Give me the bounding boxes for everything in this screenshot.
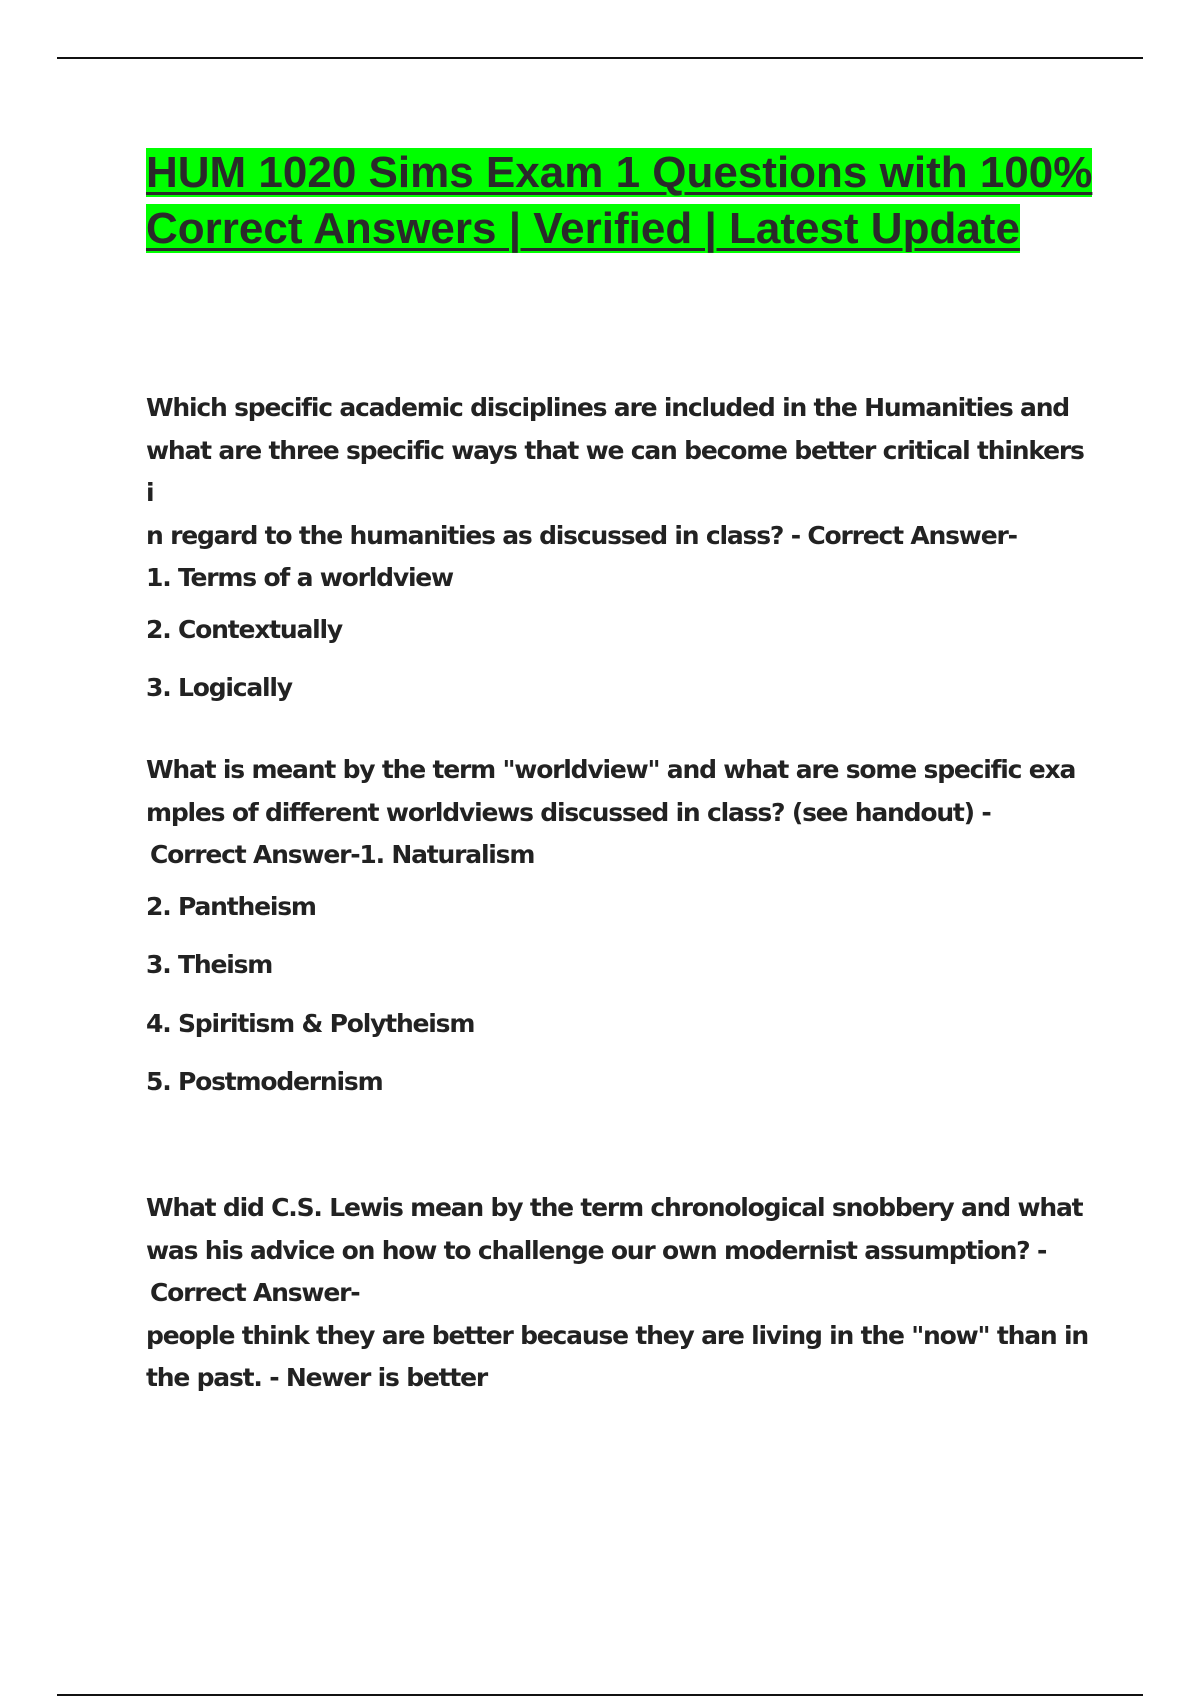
answer-item: 3. Theism bbox=[146, 950, 273, 979]
answer-label: Correct Answer- bbox=[150, 840, 360, 869]
question-line: what are three specific ways that we can become better critical thinkers i bbox=[146, 435, 1084, 507]
title-highlight: HUM 1020 Sims Exam 1 Questions with 100% Correct Answers | Verified | Latest Update bbox=[146, 148, 1093, 253]
answer-line: the past. - Newer is better bbox=[146, 1363, 488, 1392]
qa-block-3 bbox=[146, 1187, 1096, 1400]
answer-item: 4. Spiritism & Polytheism bbox=[146, 1008, 475, 1038]
question-line: What did C.S. Lewis mean by the term chronological snobbery and what bbox=[146, 1193, 1083, 1222]
answer-item: 2. Pantheism bbox=[146, 891, 316, 921]
answer-item: 3. Logically bbox=[146, 673, 292, 702]
question-line: mples of different worldviews discussed in class? (see handout) - bbox=[146, 797, 991, 827]
qa-block-1 bbox=[146, 387, 1096, 732]
answer-item: 1. Naturalism bbox=[359, 840, 535, 869]
answer-item: 1. Terms of a worldview bbox=[146, 563, 453, 592]
document-title bbox=[146, 145, 1106, 257]
question-line: Which specific academic disciplines are included in the Humanities and bbox=[146, 393, 1069, 422]
question-line: n regard to the humanities as discussed in class? - Correct Answer- bbox=[146, 520, 1017, 550]
qa-block-2 bbox=[146, 749, 1096, 1126]
question-line bbox=[146, 834, 1096, 877]
header-rule bbox=[57, 57, 1143, 59]
answer-item: 5. Postmodernism bbox=[146, 1067, 383, 1096]
answer-line: people think they are better because they are living in the "now" than in bbox=[146, 1320, 1088, 1350]
answer-label-text: Correct Answer- bbox=[150, 1278, 360, 1307]
question-line: What is meant by the term "worldview" and what are some specific exa bbox=[146, 755, 1076, 784]
answer-item: 2. Contextually bbox=[146, 614, 343, 644]
answer-label bbox=[146, 1272, 1096, 1315]
question-line: was his advice on how to challenge our own modernist assumption? - bbox=[146, 1235, 1047, 1265]
footer-rule bbox=[57, 1694, 1143, 1696]
